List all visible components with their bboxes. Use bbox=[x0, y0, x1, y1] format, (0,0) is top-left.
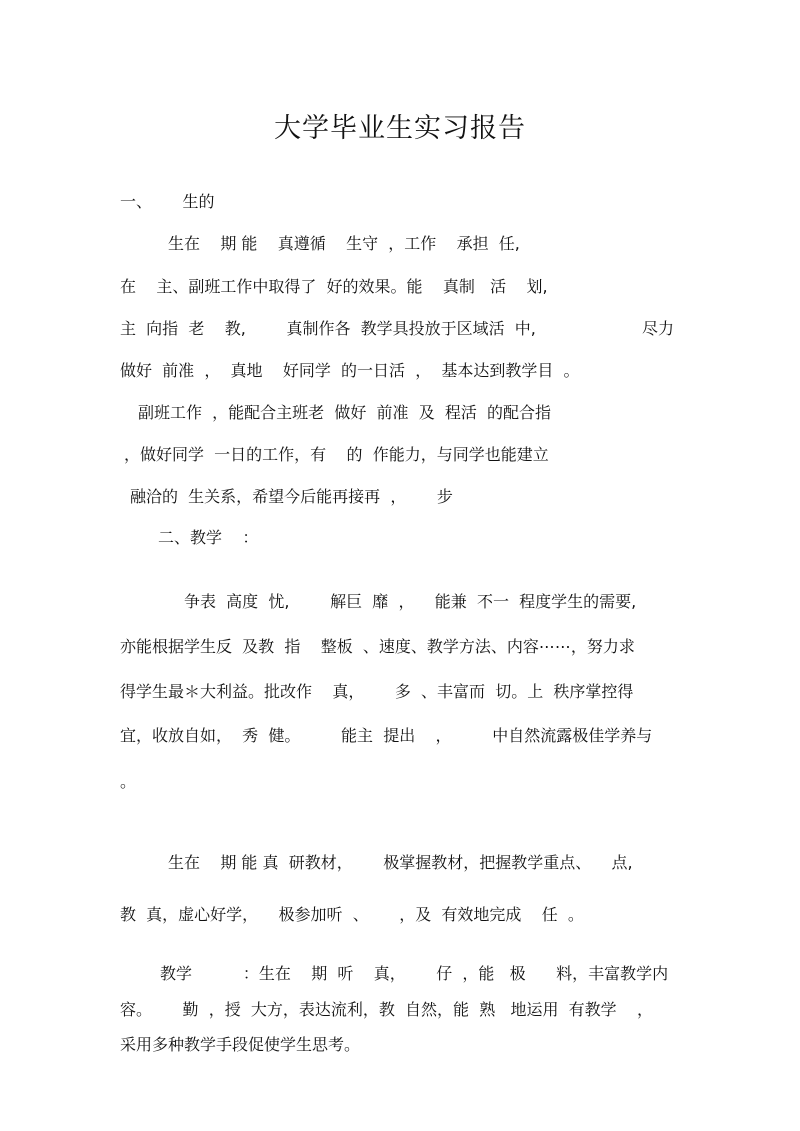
paragraph-line: 主 向指 老 教, 真制作各 教学具投放于区域活 中, bbox=[120, 319, 536, 338]
paragraph-line: 融洽的 生关系，希望今后能再接再 ， 步 bbox=[130, 487, 453, 506]
paragraph-line: 容。 勤 ，授 大方，表达流利，教 自然，能 熟 地运用 有教学 ， bbox=[120, 1000, 653, 1019]
section-heading-2: 二、教学 ： bbox=[158, 528, 259, 547]
paragraph-line: 教学 ：生在 期 听 真， 仔 ，能 极 料，丰富教学内 bbox=[160, 964, 669, 983]
paragraph-line: 生在 期 能 真 研教材， 极掌握教材，把握教学重点、 点, bbox=[168, 853, 633, 872]
paragraph-line: 。 bbox=[120, 772, 137, 791]
paragraph-line: 副班工作 ，能配合主班老 做好 前准 及 程活 的配合指 bbox=[138, 403, 552, 422]
paragraph-line: 生在 期 能 真遵循 生守 ，工作 承担 任, bbox=[168, 234, 520, 253]
paragraph-line: 宜，收放自如， 秀 健。 能主 提出 ， 中自然流露极佳学养与 bbox=[120, 726, 653, 745]
paragraph-line: 得学生最＊大利益。批改作 真， 多 、丰富而 切。上 秩序掌控得 bbox=[120, 682, 634, 701]
paragraph-line: 争表 高度 忧, 解巨 靡 ， 能兼 不一 程度学生的需要, bbox=[184, 592, 637, 611]
paragraph-line: 教 真，虚心好学， 极参加听 、 ，及 有效地完成 任 。 bbox=[120, 905, 584, 924]
paragraph-line: 尽力 bbox=[642, 319, 675, 338]
paragraph-line: 亦能根据学生反 及教 指 整板 、速度、教学方法、内容⋯⋯，努力求 bbox=[120, 637, 635, 656]
paragraph-line: 在 主、副班工作中取得了 好的效果。能 真制 活 划, bbox=[120, 277, 548, 296]
document-title: 大学毕业生实习报告 bbox=[274, 113, 526, 144]
paragraph-line: 采用多种教学手段促使学生思考。 bbox=[120, 1035, 361, 1054]
paragraph-line: ，做好同学 一日的工作，有 的 作能力，与同学也能建立 bbox=[124, 445, 549, 464]
paragraph-line: 做好 前准 ， 真地 好同学 的一日活 ， 基本达到教学目 。 bbox=[120, 361, 580, 380]
section-heading-1: 一、 生的 bbox=[120, 192, 215, 211]
